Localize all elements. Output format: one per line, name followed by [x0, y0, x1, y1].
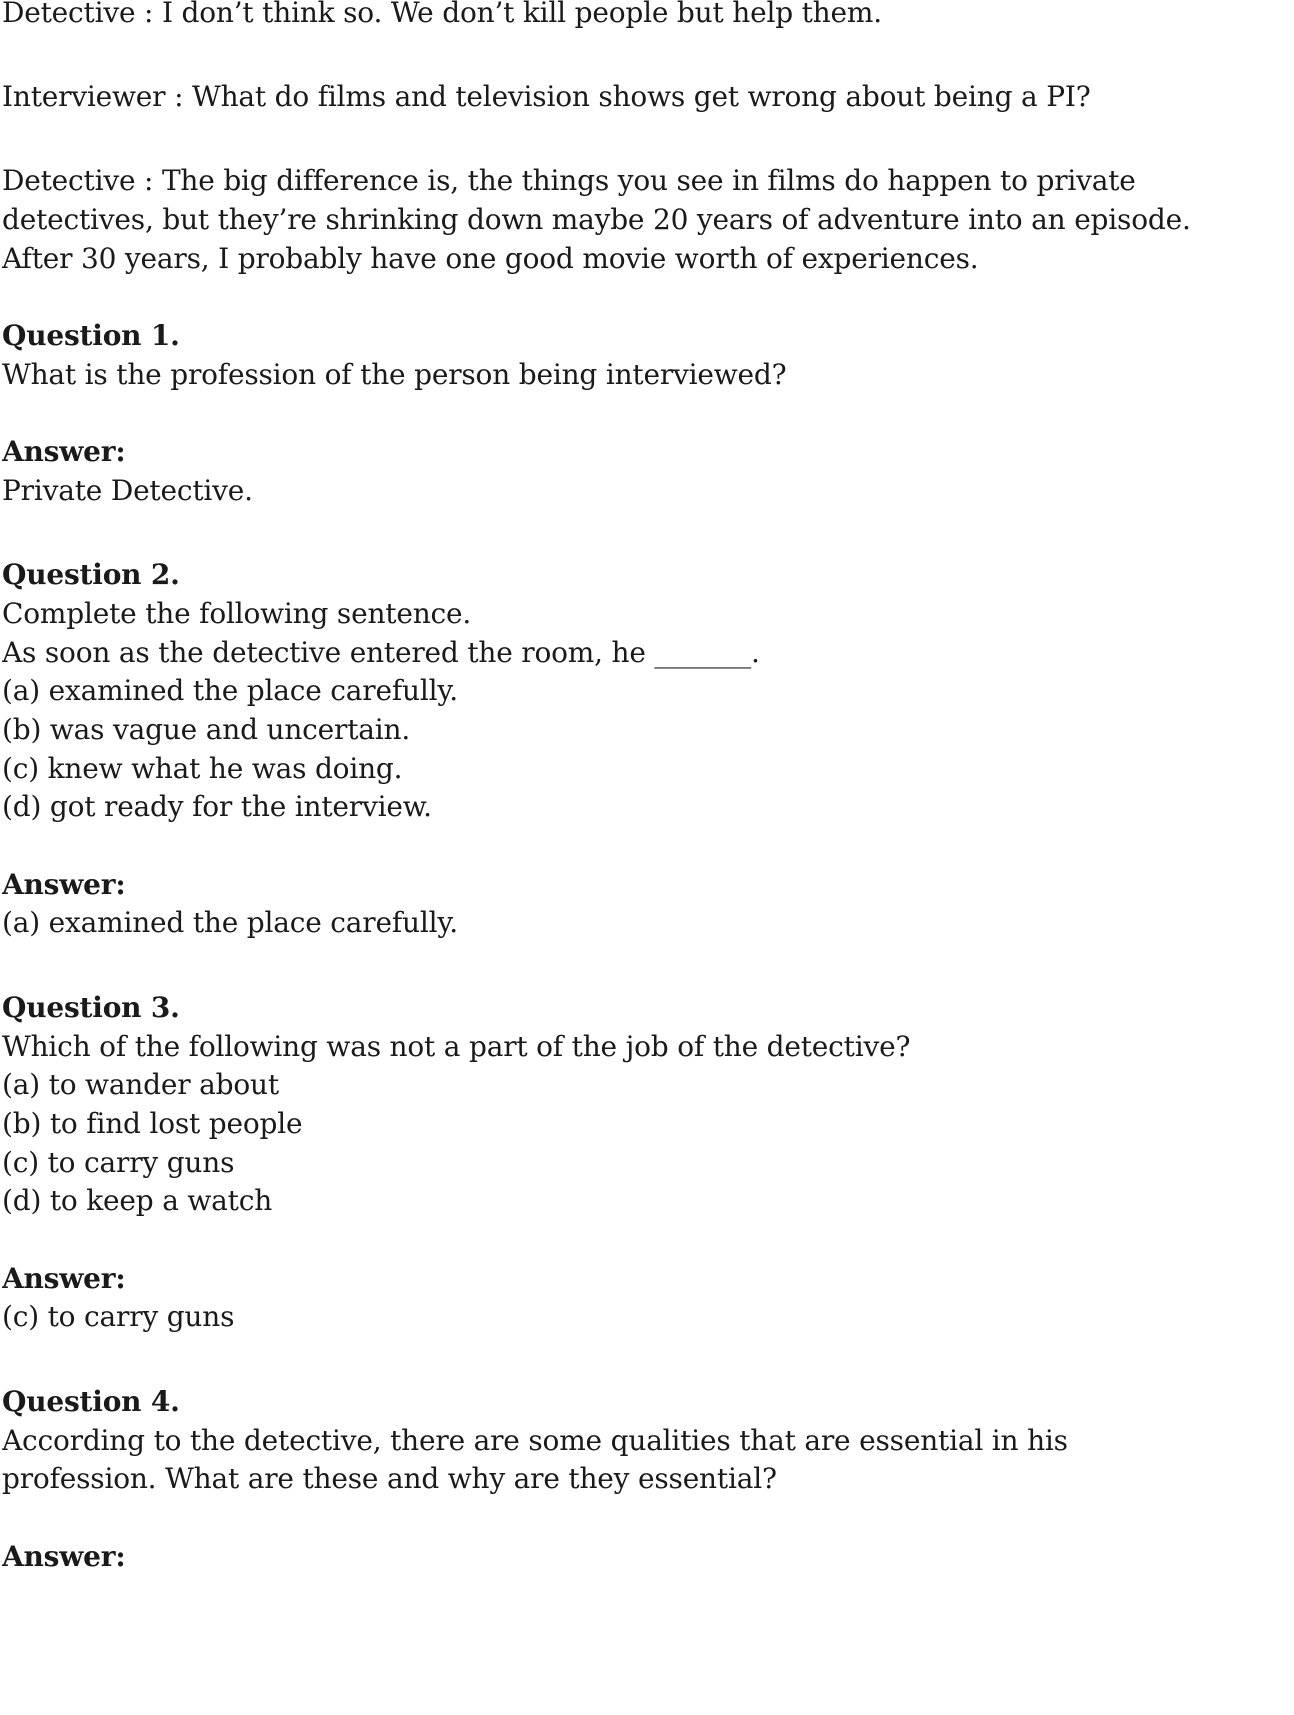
question-1-answer: Private Detective. [2, 474, 253, 507]
question-4-prompt-line-1: According to the detective, there are some qualities that are essential in his [2, 1424, 1068, 1457]
dialogue-detective-2-line-3: After 30 years, I probably have one good movie worth of experiences. [2, 242, 979, 275]
question-3-option-d: (d) to keep a watch [2, 1184, 273, 1217]
question-2-answer: (a) examined the place carefully. [2, 906, 458, 939]
dialogue-detective-1: Detective : I don’t think so. We don’t kill people but help them. [2, 0, 882, 29]
question-1-heading: Question 1. [2, 319, 180, 352]
question-2-sentence: As soon as the detective entered the room, he _______. [2, 636, 760, 669]
question-2-option-c: (c) knew what he was doing. [2, 752, 403, 785]
question-4-answer-label: Answer: [2, 1540, 126, 1573]
document-page [2, 0, 1292, 1715]
question-3-answer-label: Answer: [2, 1262, 126, 1295]
question-2-prompt: Complete the following sentence. [2, 597, 472, 630]
question-4-prompt-line-2: profession. What are these and why are they essential? [2, 1462, 777, 1495]
question-3-prompt: Which of the following was not a part of the job of the detective? [2, 1030, 911, 1063]
question-3-option-c: (c) to carry guns [2, 1146, 235, 1179]
question-2-heading: Question 2. [2, 558, 180, 591]
question-2-option-d: (d) got ready for the interview. [2, 790, 432, 823]
dialogue-detective-2-line-2: detectives, but they’re shrinking down maybe 20 years of adventure into an episode. [2, 203, 1191, 236]
dialogue-interviewer-1: Interviewer : What do films and television shows get wrong about being a PI? [2, 80, 1091, 113]
question-3-heading: Question 3. [2, 991, 180, 1024]
question-2-answer-label: Answer: [2, 868, 126, 901]
question-3-option-a: (a) to wander about [2, 1068, 279, 1101]
question-1-prompt: What is the profession of the person being interviewed? [2, 358, 787, 391]
dialogue-detective-2-line-1: Detective : The big difference is, the things you see in films do happen to private [2, 164, 1136, 197]
question-2-option-a: (a) examined the place carefully. [2, 674, 458, 707]
question-4-heading: Question 4. [2, 1385, 180, 1418]
question-1-answer-label: Answer: [2, 435, 126, 468]
question-3-option-b: (b) to find lost people [2, 1107, 303, 1140]
question-3-answer: (c) to carry guns [2, 1300, 235, 1333]
question-2-option-b: (b) was vague and uncertain. [2, 713, 411, 746]
